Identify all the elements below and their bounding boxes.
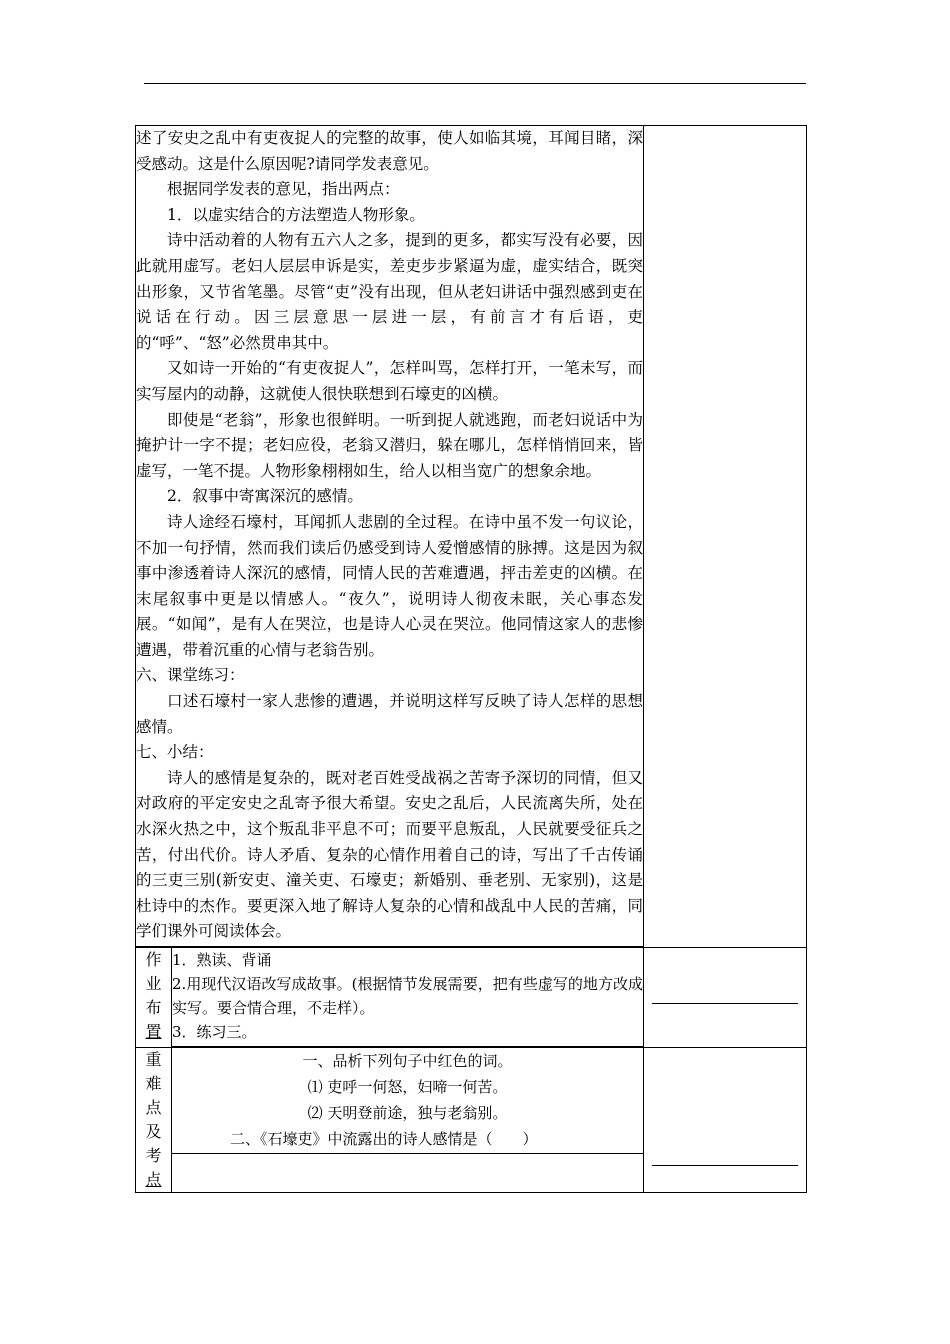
keypoints-question: 二、《石壕吏》中流露出的诗人感情是（ ） <box>230 1130 538 1148</box>
lesson-content-row <box>136 126 807 948</box>
lesson-paragraph: 诗中活动着的人物有五六人之多，提到的更多，都实写没有必要，因此就用虚写。老妇人层层申诉是实，差吏步步紧逼为虚，虚实结合，既突出形象，又节省笔墨。尽管“吏”没有出现，但从老妇讲话中强烈感到吏在说话在行动。因三层意思一层进一层，有前言才有后语，吏的“呼”、“怒”必然贯串其中。 <box>136 231 644 352</box>
lesson-paragraph: 又如诗一开始的“有吏夜捉人”，怎样叫骂，怎样打开，一笔未写，而实写屋内的动静，这就使人很快联想到石壕吏的凶横。 <box>136 359 644 403</box>
homework-row <box>136 948 807 1048</box>
lesson-paragraph: 述了安史之乱中有吏夜捉人的完整的故事，使人如临其境，耳闻目睹，深受感动。这是什么原因呢?请同学发表意见。 <box>136 129 644 173</box>
label-char: 及 <box>145 1122 162 1141</box>
label-char: 点 <box>145 1170 162 1189</box>
homework-item: 1．熟读、背诵 <box>172 951 272 969</box>
answer-line <box>652 1165 798 1166</box>
label-char: 点 <box>145 1098 162 1117</box>
keypoints-notes-cell <box>644 1048 807 1193</box>
homework-label <box>136 948 172 1048</box>
label-char: 难 <box>145 1074 162 1093</box>
label-char: 业 <box>145 974 162 993</box>
section-heading-summary: 七、小结： <box>136 743 214 762</box>
notes-cell <box>644 126 807 948</box>
lesson-paragraph: 口述石壕村一家人悲惨的遭遇，并说明这样写反映了诗人怎样的思想感情。 <box>136 692 644 736</box>
homework-notes-cell <box>644 948 807 1048</box>
keypoints-heading: 一、品析下列句子中红色的词。 <box>302 1052 513 1070</box>
lesson-paragraph: 诗人的感情是复杂的，既对老百姓受战祸之苦寄予深切的同情，但又对政府的平定安史之乱寄予很大希望。安史之乱后，人民流离失所，处在水深火热之中，这个叛乱非平息不可；而要平息叛乱，人民就要受征兵之苦，付出代价。诗人矛盾、复杂的心情作用着自己的诗，写出了千古传诵的三吏三别(新安吏、潼关吏、石壕吏；新婚别、垂老别、无家别)，这是杜诗中的杰作。要更深入地了解诗人复杂的心情和战乱中人民的苦痛，同学们课外可阅读体会。 <box>136 768 644 941</box>
answer-line <box>652 1003 798 1004</box>
lesson-paragraph: 1．以虚实结合的方法塑造人物形象。 <box>167 205 425 224</box>
homework-item: 2.用现代汉语改写成故事。(根据情节发展需要，把有些虚写的地方改成实写。要合情合理，不走样）。 <box>172 975 644 1017</box>
section-heading-practice: 六、课堂练习： <box>136 666 245 685</box>
lesson-paragraph: 即使是“老翁”，形象也很鲜明。一听到捉人就逃跑，而老妇说话中为掩护计一字不提；老妇应役，老翁又潜归，躲在哪儿，怎样悄悄回来，皆虚写，一笔不提。人物形象栩栩如生，给人以相当宽广的想象余地。 <box>136 410 644 480</box>
label-char: 考 <box>145 1146 162 1165</box>
lesson-paragraph: 根据同学发表的意见，指出两点： <box>167 180 400 199</box>
keypoints-item: ⑵ 天明登前途，独与老翁别。 <box>307 1104 508 1122</box>
lesson-body <box>136 126 643 947</box>
keypoints-label <box>136 1048 172 1193</box>
keypoints-row <box>136 1048 807 1193</box>
label-char: 重 <box>145 1050 162 1069</box>
lesson-content-cell <box>136 126 644 948</box>
keypoints-item: ⑴ 吏呼一何怒，妇啼一何苦。 <box>307 1078 508 1096</box>
lesson-plan-table <box>135 125 807 1193</box>
label-char: 布 <box>145 998 162 1017</box>
lesson-paragraph: 诗人途经石壕村，耳闻抓人悲剧的全过程。在诗中虽不发一句议论，不加一句抒情，然而我们读后仍感受到诗人爱憎感情的脉搏。这是因为叙事中渗透着诗人深沉的感情，同情人民的苦难遭遇，抨击差吏的凶横。在末尾叙事中更是以情感人。“夜久”，说明诗人彻夜未眠，关心事态发展。“如闻”，是有人在哭泣，也是诗人心灵在哭泣。他同情这家人的悲惨遭遇，带着沉重的心情与老翁告别。 <box>136 512 644 659</box>
page-header-rule <box>144 83 806 84</box>
lesson-paragraph: 2．叙事中寄寓深沉的感情。 <box>167 487 363 506</box>
label-char: 作 <box>145 950 162 969</box>
homework-content <box>172 948 644 1048</box>
label-char: 置 <box>145 1022 162 1041</box>
keypoints-content <box>172 1048 644 1193</box>
homework-item: 3．练习三。 <box>172 1023 257 1041</box>
